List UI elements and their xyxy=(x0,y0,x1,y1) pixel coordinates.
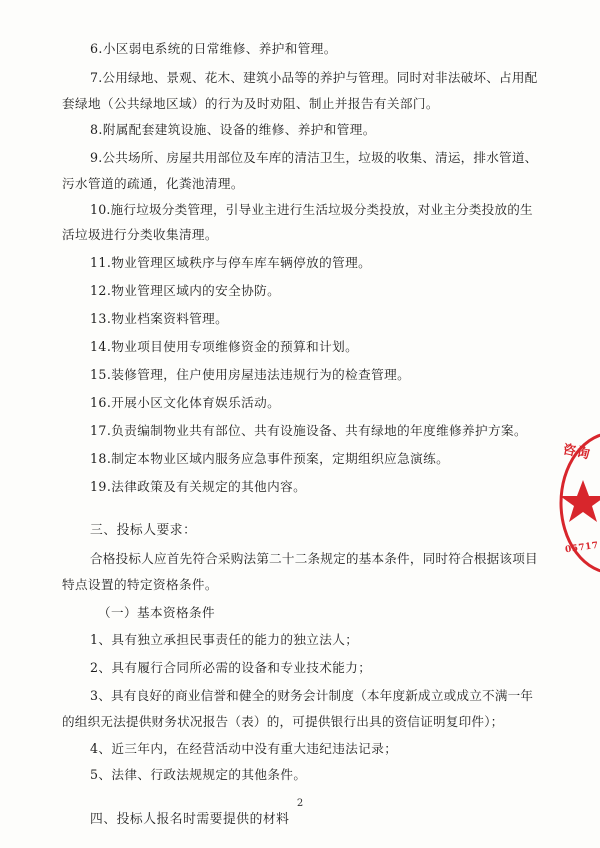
qualification-item-4: 4、近三年内，在经营活动中没有重大违纪违法记录； xyxy=(90,741,398,756)
list-item-9-line-1: 9.公共场所、房屋共用部位及车库的清洁卫生，垃圾的收集、清运，排水管道、 xyxy=(90,150,538,165)
list-item-10-line-1: 10.施行垃圾分类管理，引导业主进行生活垃圾分类投放，对业主分类投放的生 xyxy=(90,202,533,217)
section-heading-bidder-requirements: 三、投标人要求： xyxy=(90,523,197,538)
company-seal xyxy=(553,428,600,578)
qualification-item-1: 1、具有独立承担民事责任的能力的独立法人； xyxy=(90,632,359,647)
qualification-item-2: 2、具有履行合同所必需的设备和专业技术能力； xyxy=(90,660,372,675)
list-item-11: 11.物业管理区域秩序与停车库车辆停放的管理。 xyxy=(90,255,372,270)
list-item-12: 12.物业管理区域内的安全协防。 xyxy=(90,283,281,298)
qualification-item-3-line-2: 的组织无法提供财务状况报告（表）的，可提供银行出具的资信证明复印件）； xyxy=(62,714,504,729)
paragraph-qualified-bidder-line-2: 特点设置的特定资格条件。 xyxy=(62,577,218,592)
seal-text-top: 咨询 xyxy=(561,442,592,463)
list-item-10-line-2: 活垃圾进行分类收集清理。 xyxy=(62,227,218,242)
list-item-15: 15.装修管理，住户使用房屋违法违规行为的检查管理。 xyxy=(90,367,411,382)
list-item-7-line-1: 7.公用绿地、景观、花木、建筑小品等的养护与管理。同时对非法破坏、占用配 xyxy=(90,70,538,85)
list-item-7-line-2: 套绿地（公共绿地区域）的行为及时劝阻、制止并报告有关部门。 xyxy=(62,96,439,111)
list-item-19: 19.法律政策及有关规定的其他内容。 xyxy=(90,479,307,494)
section-heading-registration-materials: 四、投标人报名时需要提供的材料 xyxy=(90,812,290,827)
page-number: 2 xyxy=(296,798,304,809)
list-item-16: 16.开展小区文化体育娱乐活动。 xyxy=(90,395,281,410)
list-item-18: 18.制定本物业区域内服务应急事件预案，定期组织应急演练。 xyxy=(90,451,450,466)
qualification-item-3-line-1: 3、具有良好的商业信誉和健全的财务会计制度（本年度新成立或成立不满一年 xyxy=(90,688,534,703)
qualification-item-5: 5、法律、行政法规规定的其他条件。 xyxy=(90,767,307,782)
list-item-6: 6.小区弱电系统的日常维修、养护和管理。 xyxy=(90,41,337,56)
list-item-13: 13.物业档案资料管理。 xyxy=(90,311,229,326)
paragraph-qualified-bidder-line-1: 合格投标人应首先符合采购法第二十二条规定的基本条件，同时符合根据该项目 xyxy=(90,551,538,566)
list-item-8: 8.附属配套建筑设施、设备的维修、养护和管理。 xyxy=(90,122,376,137)
list-item-14: 14.物业项目使用专项维修资金的预算和计划。 xyxy=(90,339,359,354)
list-item-17: 17.负责编制物业共有部位、共有设施设备、共有绿地的年度维修养护方案。 xyxy=(90,423,528,438)
list-item-9-line-2: 污水管道的疏通，化粪池清理。 xyxy=(62,176,244,191)
subheading-basic-qualifications: （一）基本资格条件 xyxy=(98,605,215,620)
seal-star-icon xyxy=(560,480,600,522)
seal-text-bottom: 05717 xyxy=(564,540,600,556)
